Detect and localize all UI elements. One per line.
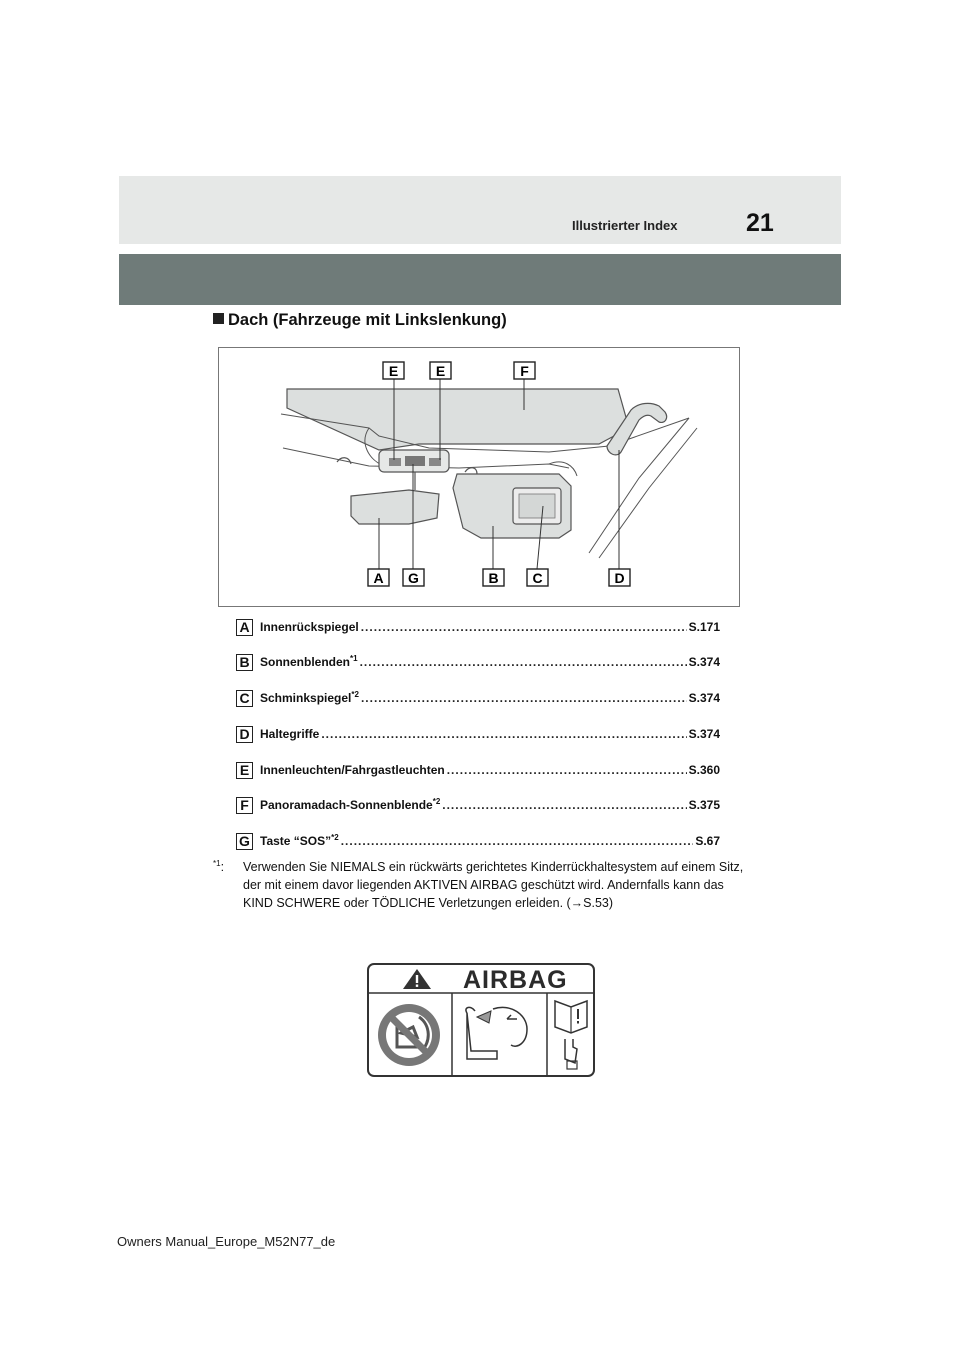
footnote-ref: *2: [432, 798, 441, 806]
index-item-b: [236, 654, 720, 674]
no-child-seat-icon: [378, 1004, 440, 1066]
header-section-title: Illustrierter Index: [572, 218, 678, 233]
index-letter: G: [236, 833, 253, 850]
section-title-text: Dach (Fahrzeuge mit Linkslenkung): [228, 311, 507, 329]
index-letter: D: [236, 726, 253, 743]
footnote-ref: *2: [351, 691, 359, 699]
leader-dots: [360, 655, 687, 669]
callout-f: [514, 362, 535, 379]
square-bullet-icon: [213, 313, 224, 324]
console-light-right: [429, 458, 441, 466]
section-title: [213, 311, 507, 330]
callout-e-1-letter: E: [388, 363, 399, 379]
index-item-g: [236, 833, 720, 853]
index-item-a: [236, 619, 720, 639]
callout-c-letter: C: [532, 570, 543, 586]
index-letter: E: [236, 762, 253, 779]
callout-g-letter: G: [408, 570, 419, 586]
footnote-text: Verwenden Sie NIEMALS ein rückwärts gerichtetes Kinderrückhaltesystem auf einem Sitz, der mit einem davor liegenden AKTIVEN AIRBAG geschützt wird. Andernfalls kann das KIND SCHWERE oder TÖDLICHE Verletzungen erleiden. (→S.53): [243, 860, 744, 910]
page-reference[interactable]: S.374: [688, 691, 720, 705]
footnote-marker: $^{*1}$:: [213, 859, 225, 874]
index-label: Haltegriffe: [260, 727, 320, 741]
callout-a: [368, 569, 389, 586]
callout-e-1: [383, 362, 404, 379]
callout-a-letter: A: [373, 570, 384, 586]
callout-f-letter: F: [520, 363, 529, 379]
callout-b: [483, 569, 504, 586]
index-letter: F: [236, 797, 253, 814]
leader-dots: [341, 834, 694, 848]
index-letter: C: [236, 690, 253, 707]
console-light-left: [389, 458, 401, 466]
index-item-f: [236, 797, 720, 817]
index-letter: B: [236, 654, 253, 671]
page-number: 21: [746, 209, 774, 237]
footnote-ref: *2: [331, 834, 339, 842]
header-band: [119, 254, 841, 305]
airbag-title: AIRBAG: [463, 966, 568, 994]
index-label: Taste “SOS”$^{*2}$: [260, 834, 339, 848]
page-reference[interactable]: S.360: [688, 763, 720, 777]
vanity-mirror-glass: [519, 494, 555, 518]
footnote: [213, 858, 753, 912]
callout-b-letter: B: [488, 570, 499, 586]
visor-clip: [465, 468, 477, 474]
page-reference[interactable]: S.374: [688, 655, 720, 669]
index-item-d: [236, 726, 720, 746]
page-reference[interactable]: S.375: [688, 798, 720, 812]
index-item-e: [236, 762, 720, 782]
airbag-warning-label: [367, 963, 595, 1077]
leader-dots: [321, 727, 686, 741]
leader-dots: [447, 763, 687, 777]
index-label: Sonnenblenden$^{*1}$: [260, 655, 358, 669]
page-reference[interactable]: S.171: [688, 620, 720, 634]
console-sos-button: [405, 456, 425, 466]
roof-illustration: [218, 347, 740, 607]
index-label: Schminkspiegel$^{*2}$: [260, 691, 359, 705]
page-reference[interactable]: S.67: [695, 834, 720, 848]
index-letter: A: [236, 619, 253, 636]
page-reference[interactable]: S.374: [688, 727, 720, 741]
callout-e-2: [430, 362, 451, 379]
panorama-roof-shape: [287, 389, 629, 450]
index-label: Innenrückspiegel: [260, 620, 359, 634]
callout-d-letter: D: [614, 570, 625, 586]
rear-view-mirror: [351, 490, 439, 524]
roof-illustration-drawing: [219, 348, 739, 606]
callout-d: [609, 569, 630, 586]
callout-g: [403, 569, 424, 586]
index-label: Panoramadach-Sonnenblende$^{*2}$: [260, 798, 441, 812]
leader-dots: [361, 620, 687, 634]
callout-c: [527, 569, 548, 586]
index-label: Innenleuchten/Fahrgastleuchten: [260, 763, 445, 777]
leader-dots: [361, 691, 687, 705]
footer-text: Owners Manual_Europe_M52N77_de: [117, 1234, 336, 1249]
leader-dots: [442, 798, 686, 812]
footnote-ref: *1: [350, 655, 358, 663]
callout-e-2-letter: E: [435, 363, 446, 379]
header-bar: [119, 176, 841, 244]
index-item-c: [236, 690, 720, 710]
